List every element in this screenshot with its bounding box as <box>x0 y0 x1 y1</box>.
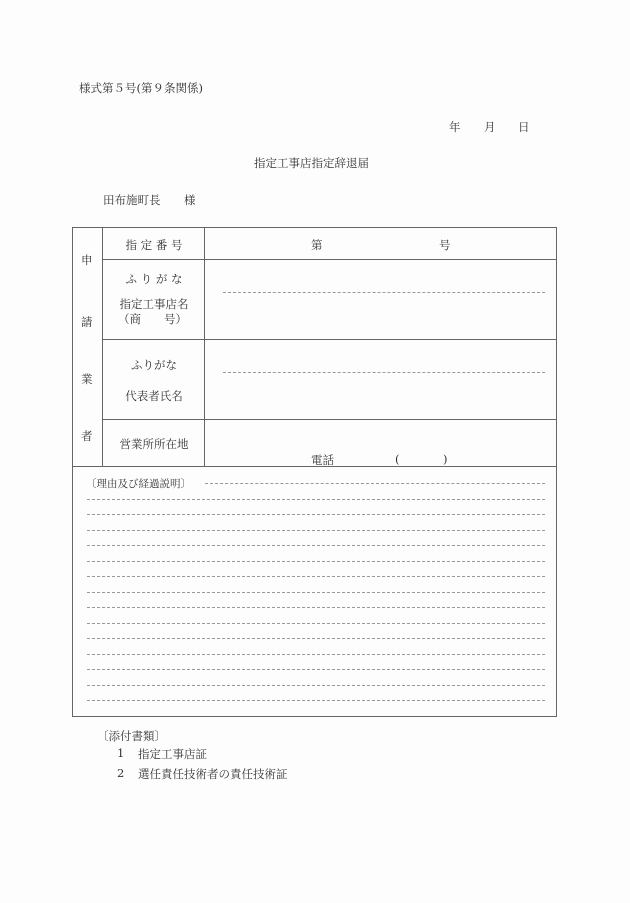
date-day: 日 <box>518 120 530 134</box>
reason-line[interactable] <box>87 669 545 670</box>
store-name-label: 指定工事店名 <box>119 297 189 311</box>
addressee-honorific: 様 <box>184 193 196 207</box>
reason-line[interactable] <box>87 530 545 531</box>
designation-number-label: 指 定 番 号 <box>125 238 183 252</box>
applicant-char-1: 申 <box>81 253 93 267</box>
form-number: 様式第５号(第９条関係) <box>79 81 203 95</box>
date-month: 月 <box>484 120 496 134</box>
document-title: 指定工事店指定辞退届 <box>254 156 369 170</box>
attachment-text: 指定工事店証 <box>138 747 207 761</box>
reason-line[interactable] <box>87 499 545 500</box>
date-year: 年 <box>449 120 461 134</box>
applicant-char-2: 請 <box>81 315 93 329</box>
reason-line[interactable] <box>87 638 545 639</box>
divider <box>204 228 205 466</box>
applicant-char-4: 者 <box>81 429 93 443</box>
divider <box>102 419 556 420</box>
rep-furigana-label: ふりがな <box>131 358 177 372</box>
attachment-num: 1 <box>117 746 125 760</box>
phone-paren-close: ) <box>443 452 448 466</box>
reason-line[interactable] <box>87 607 545 608</box>
reason-line[interactable] <box>87 545 545 546</box>
reason-line[interactable] <box>87 654 545 655</box>
reason-line[interactable] <box>205 483 545 484</box>
rep-name-label: 代表者氏名 <box>125 389 183 403</box>
attachments-heading: 〔添付書類〕 <box>97 729 166 743</box>
application-table <box>72 227 557 717</box>
reason-line[interactable] <box>87 685 545 686</box>
divider <box>102 259 556 260</box>
reason-line[interactable] <box>87 514 545 515</box>
rep-furigana-field[interactable] <box>223 372 545 373</box>
reason-label: 〔理由及び経過説明〕 <box>86 478 191 490</box>
designation-suffix: 号 <box>439 238 451 252</box>
phone-paren-open: ( <box>395 452 400 466</box>
office-location-label: 営業所所在地 <box>119 437 189 451</box>
designation-prefix: 第 <box>311 238 323 252</box>
divider <box>102 228 103 466</box>
reason-line[interactable] <box>87 561 545 562</box>
reason-line[interactable] <box>87 623 545 624</box>
attachment-text: 選任責任技術者の責任技術証 <box>138 767 288 781</box>
reason-line[interactable] <box>87 592 545 593</box>
divider <box>102 339 556 340</box>
applicant-char-3: 業 <box>81 372 93 386</box>
addressee-name: 田布施町長 <box>103 193 161 207</box>
store-furigana-label: ふ り が な <box>125 272 183 286</box>
reason-line[interactable] <box>87 576 545 577</box>
reason-line[interactable] <box>87 700 545 701</box>
store-furigana-field[interactable] <box>223 292 545 293</box>
phone-label: 電話 <box>311 453 334 467</box>
attachment-num: 2 <box>117 766 125 780</box>
store-trade-name-label: （商 号） <box>118 312 187 326</box>
